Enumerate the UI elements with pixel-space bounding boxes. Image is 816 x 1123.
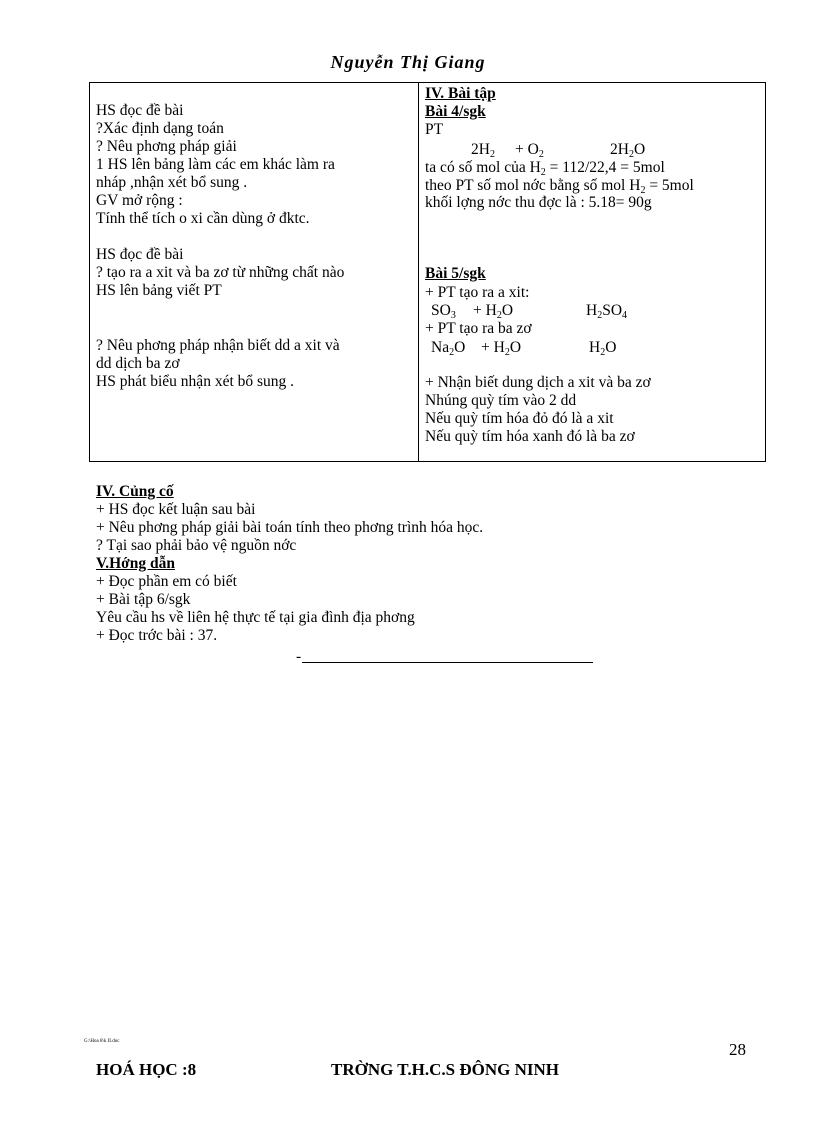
left-line-13: HS phát biểu nhận xét bổ sung . xyxy=(96,373,295,390)
file-path: G:\Hoa 8\k II.doc xyxy=(84,1039,120,1044)
bai5-title: Bài 5/sgk xyxy=(425,265,486,282)
equation-3-product: $H_2O$ xyxy=(589,339,617,358)
footer-school: TRỜNG T.H.C.S ĐÔNG NINH xyxy=(331,1060,559,1079)
consolidation-item-2: + Nêu phơng pháp giải bài toán tính theo phơng trình hóa học. xyxy=(96,519,484,536)
consolidation-item-3: ? Tại sao phải bảo vệ nguồn nớc xyxy=(96,537,297,554)
consolidation-title: IV. Củng cố xyxy=(96,483,174,500)
left-line-5: nháp ,nhận xét bổ sung . xyxy=(96,174,248,191)
equation-3-water: + $H_2O$ xyxy=(481,339,522,358)
equation-1-product: $2H_2O$ xyxy=(610,141,646,160)
guidance-item-2: + Bài tập 6/sgk xyxy=(96,591,191,608)
identify-line-3: Nếu quỳ tím hóa đỏ đó là a xit xyxy=(425,410,614,427)
identify-line-1: + Nhận biết dung dịch a xit và ba zơ xyxy=(425,374,651,391)
left-line-4: 1 HS lên bảng làm các em khác làm ra xyxy=(96,156,335,173)
separator-rule xyxy=(302,662,593,663)
guidance-title: V.Hớng dẫn xyxy=(96,555,175,572)
left-line-10: HS lên bảng viết PT xyxy=(96,282,222,299)
identify-line-2: Nhúng quỳ tím vào 2 dd xyxy=(425,392,577,409)
left-line-6: GV mở rộng : xyxy=(96,192,183,209)
author-header: Nguyễn Thị Giang xyxy=(330,52,486,72)
separator-dash: - xyxy=(296,648,302,665)
left-line-8: HS đọc đề bài xyxy=(96,246,184,263)
equation-1-reactant-o2: + $O_2$ xyxy=(515,141,544,160)
acid-intro: + PT tạo ra a xit: xyxy=(425,284,530,301)
left-line-11: ? Nêu phơng pháp nhận biết dd a xit và xyxy=(96,337,340,354)
identify-line-4: Nếu quỳ tím hóa xanh đó là ba zơ xyxy=(425,428,635,445)
guidance-item-4: + Đọc trớc bài : 37. xyxy=(96,627,218,644)
left-line-12: dd dịch ba zơ xyxy=(96,355,180,372)
column-divider xyxy=(418,83,419,461)
guidance-item-3: Yêu cầu hs về liên hệ thực tế tại gia đình địa phơng xyxy=(96,609,415,626)
bai4-title: Bài 4/sgk xyxy=(425,103,486,120)
left-line-1: HS đọc đề bài xyxy=(96,102,184,119)
footer-subject: HOÁ HỌC :8 xyxy=(96,1060,197,1079)
pt-label: PT xyxy=(425,121,444,138)
left-line-9: ? tạo ra a xit và ba zơ từ những chất nào xyxy=(96,264,345,281)
left-line-2: ?Xác định dạng toán xyxy=(96,120,224,137)
equation-3-na2o: $Na_2O$ xyxy=(431,339,466,358)
mol-water-line: theo PT số mol nớc bằng số mol $H_2 = 5mol$ xyxy=(425,177,694,196)
water-mass-line: khối lợng nớc thu đợc là : 5.18= 90g xyxy=(425,194,652,211)
section-title-exercises: IV. Bài tập xyxy=(425,85,496,102)
equation-2-product: $H_2SO_4$ xyxy=(586,302,628,321)
left-line-7: Tính thể tích o xi cần dùng ở đktc. xyxy=(96,210,310,227)
guidance-item-1: + Đọc phần em có biết xyxy=(96,573,237,590)
page-number: 28 xyxy=(729,1040,746,1059)
equation-2-so3: $SO_3$ xyxy=(431,302,456,321)
equation-1-reactant-h2: $2H_2$ xyxy=(471,141,495,160)
mol-hydrogen-line: ta có số mol của $H_2 = 112/22,4 = 5mol$ xyxy=(425,159,665,178)
base-intro: + PT tạo ra ba zơ xyxy=(425,320,532,337)
left-line-3: ? Nêu phơng pháp giải xyxy=(96,138,237,155)
equation-2-water: + $H_2O$ xyxy=(473,302,514,321)
consolidation-item-1: + HS đọc kết luận sau bài xyxy=(96,501,256,518)
